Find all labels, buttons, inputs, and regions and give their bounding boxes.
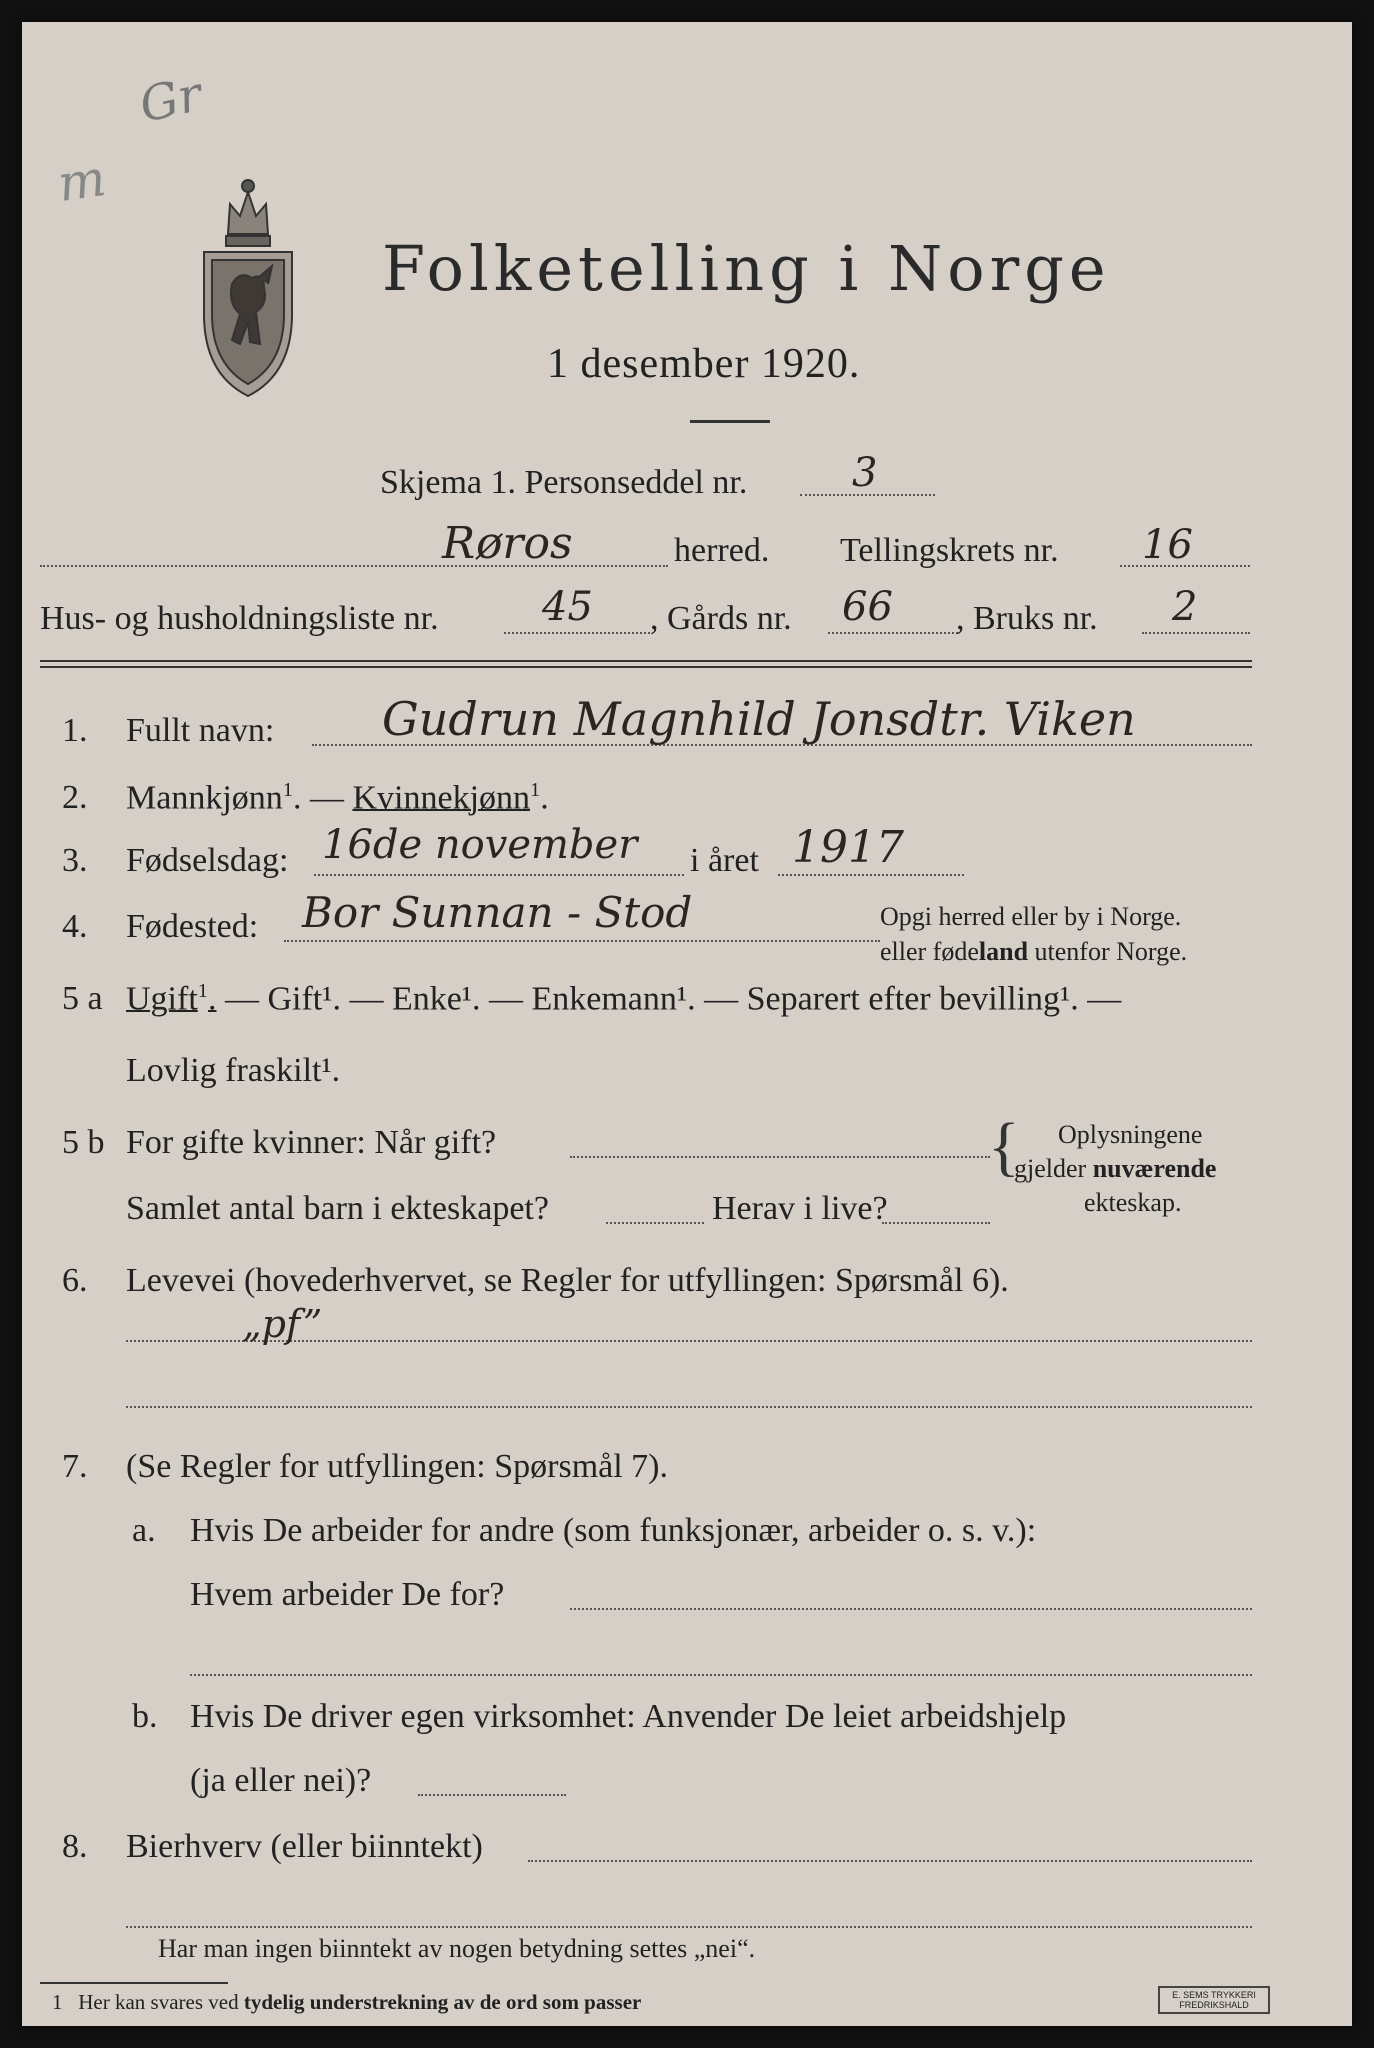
q5b-alive-label: Herav i live? xyxy=(712,1190,888,1227)
q6-number: 6. xyxy=(62,1262,88,1299)
q7b-dots xyxy=(418,1794,566,1796)
tellingskrets-value: 16 xyxy=(1142,522,1193,568)
q7-label: (Se Regler for utfyllingen: Spørsmål 7). xyxy=(126,1448,669,1485)
bruks-value: 2 xyxy=(1172,584,1198,630)
q5b-children-label: Samlet antal barn i ekteskapet? xyxy=(126,1190,549,1227)
q4-note-line1: Opgi herred eller by i Norge. xyxy=(880,902,1182,931)
q5b-note1: Oplysningene xyxy=(1058,1120,1203,1149)
q5b-brace: { xyxy=(988,1110,1020,1183)
q5b-note2a: gjelder xyxy=(1014,1154,1087,1183)
herred-dots xyxy=(40,565,668,567)
census-form xyxy=(22,22,1352,2026)
q2-separator: . — xyxy=(292,779,353,817)
q2-number: 2. xyxy=(62,779,88,816)
q7a-dots-2 xyxy=(190,1674,1252,1676)
husliste-label: Hus- og husholdningsliste nr. xyxy=(40,600,439,637)
bruks-label: , Bruks nr. xyxy=(956,600,1098,637)
footnote-text-a: Her kan svares ved xyxy=(78,1990,244,2014)
q3-number: 3. xyxy=(62,842,88,879)
q5a-line1: Ugift$^1$. — Gift¹. — Enke¹. — Enkemann¹. — Separert efter bevilling¹. — xyxy=(126,980,1122,1018)
q7b-line1: Hvis De driver egen virksomhet: Anvender De leiet arbeidshjelp xyxy=(190,1698,1067,1735)
q5b-note2 xyxy=(1014,1154,1216,1184)
form-date: 1 desember 1920. xyxy=(547,341,861,387)
q5b-number: 5 b xyxy=(62,1124,105,1161)
margin-note-top: Gr xyxy=(134,66,207,134)
q8-dots-2 xyxy=(126,1926,1252,1928)
bruks-dots xyxy=(1142,632,1250,634)
tellingskrets-label: Tellingskrets nr. xyxy=(840,532,1059,569)
printer-stamp xyxy=(1158,1986,1270,2014)
q7-number: 7. xyxy=(62,1448,88,1485)
herred-value: Røros xyxy=(442,518,573,569)
footnote-rule xyxy=(40,1982,228,1984)
q4-number: 4. xyxy=(62,908,88,945)
form-title: Folketelling i Norge xyxy=(382,232,1111,305)
q4-note-c: utenfor Norge. xyxy=(1028,937,1188,966)
section-rule-2 xyxy=(40,666,1252,668)
q7a-letter: a. xyxy=(132,1512,156,1549)
q5b-married-label: For gifte kvinner: Når gift? xyxy=(126,1124,497,1161)
q1-label: Fullt navn: xyxy=(126,712,275,749)
q8-number: 8. xyxy=(62,1828,88,1865)
gards-label: , Gårds nr. xyxy=(650,600,792,637)
q4-label: Fødested: xyxy=(126,908,259,945)
q5b-note3: ekteskap. xyxy=(1084,1188,1182,1217)
gards-dots xyxy=(828,632,958,634)
q3-year-dots xyxy=(778,874,964,876)
section-rule-1 xyxy=(40,660,1252,662)
q7a-dots-1 xyxy=(570,1608,1252,1610)
q5b-alive-dots xyxy=(882,1222,990,1224)
herred-label: herred. xyxy=(674,532,770,569)
kvinnekjonn-option: Kvinnekjønn xyxy=(352,779,531,817)
footnote-text-b: tydelig understrekning av de xyxy=(243,1990,501,2014)
q5b-married-dots xyxy=(570,1156,990,1158)
husliste-dots xyxy=(504,632,650,634)
q5a-line2: Lovlig fraskilt¹. xyxy=(126,1052,341,1089)
margin-note-left: m xyxy=(54,148,110,214)
q2-options: Mannkjønn$^1$. — Kvinnekjønn$^1$. xyxy=(126,779,549,817)
ugift-option: Ugift xyxy=(126,980,198,1018)
q4-dots xyxy=(284,940,880,942)
footnote-text-c: ord som passer xyxy=(500,1990,642,2014)
q6-dots-2 xyxy=(126,1406,1252,1408)
q4-note-b: land xyxy=(978,937,1029,966)
nei-note: Har man ingen biinntekt av nogen betydning settes „nei“. xyxy=(158,1934,756,1963)
q3-label: Fødselsdag: xyxy=(126,842,289,879)
q5a-number: 5 a xyxy=(62,980,103,1017)
mannkjonn-option: Mannkjønn xyxy=(126,779,283,817)
stamp-line2: FREDRIKSHALD xyxy=(1179,2000,1249,2010)
q7a-line2: Hvem arbeider De for? xyxy=(190,1576,505,1613)
q7b-letter: b. xyxy=(132,1698,158,1735)
birth-year-value: 1917 xyxy=(792,822,904,873)
q7b-line2: (ja eller nei)? xyxy=(190,1762,372,1799)
year-label: i året xyxy=(690,842,759,879)
q3-day-dots xyxy=(314,874,684,876)
q5b-note2b: nuværende xyxy=(1092,1154,1217,1183)
coat-of-arms-icon xyxy=(198,174,298,404)
stamp-line1: E. SEMS TRYKKERI xyxy=(1172,1990,1256,2000)
full-name-value: Gudrun Magnhild Jonsdtr. Viken xyxy=(382,692,1136,746)
birth-day-value: 16de november xyxy=(322,822,638,868)
q8-dots-1 xyxy=(528,1860,1252,1862)
birthplace-value: Bor Sunnan - Stod xyxy=(302,888,693,937)
q6-label: Levevei (hovederhvervet, se Regler for utfyllingen: Spørsmål 6). xyxy=(126,1262,1009,1299)
gards-value: 66 xyxy=(842,584,893,630)
q5b-children-dots xyxy=(606,1222,704,1224)
q1-number: 1. xyxy=(62,712,88,749)
skjema-label: Skjema 1. Personseddel nr. xyxy=(380,464,748,501)
q2-end: . xyxy=(540,779,549,817)
husliste-value: 45 xyxy=(542,584,593,630)
q8-label: Bierhverv (eller biinntekt) xyxy=(126,1828,483,1865)
civil-status-options: Gift¹. — Enke¹. — Enkemann¹. — Separert efter bevilling¹. — xyxy=(267,980,1122,1018)
q4-note-a: eller føde xyxy=(880,937,979,966)
personseddel-number: 3 xyxy=(852,450,878,496)
footnote-mark: 1 xyxy=(52,1990,63,2014)
q4-note-line2 xyxy=(880,937,1187,967)
title-divider xyxy=(690,420,770,423)
q7a-line1: Hvis De arbeider for andre (som funksjonær, arbeider o. s. v.): xyxy=(190,1512,1037,1549)
footnote xyxy=(52,1990,641,2015)
occupation-value: „pf” xyxy=(242,1302,323,1346)
